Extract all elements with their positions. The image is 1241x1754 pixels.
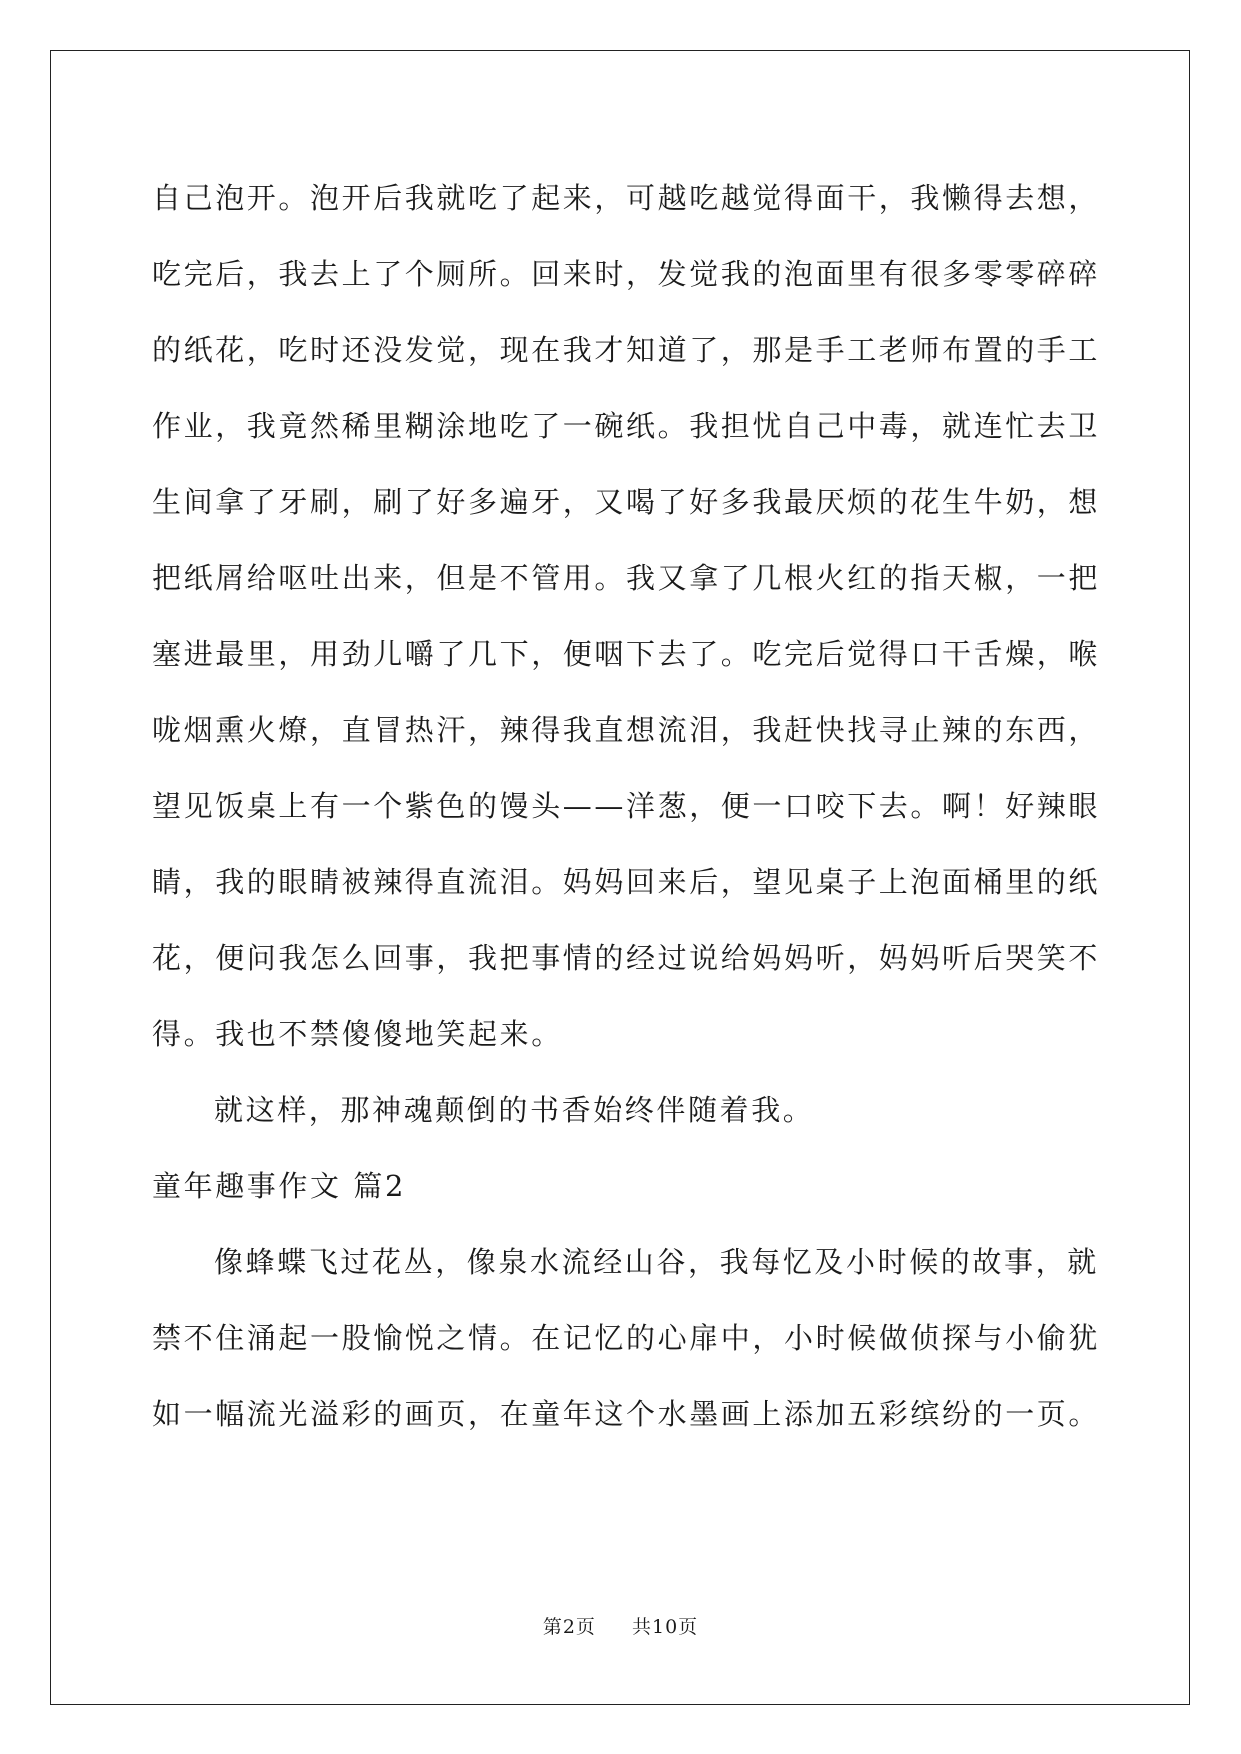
section-heading: 童年趣事作文 篇2 xyxy=(152,1169,407,1203)
document-body xyxy=(152,160,1101,1452)
paragraph-line: 像蜂蝶飞过花丛，像泉水流经山谷，我每忆及小时候的故事，就 xyxy=(214,1245,1099,1279)
body-line: 如一幅流光溢彩的画页，在童年这个水墨画上添加五彩缤纷的一页。 xyxy=(152,1397,1101,1431)
body-line: 咙烟熏火燎，直冒热汗，辣得我直想流泪，我赶快找寻止辣的东西， xyxy=(152,713,1101,747)
body-line: 吃完后，我去上了个厕所。回来时，发觉我的泡面里有很多零零碎碎 xyxy=(152,257,1101,291)
body-line: 生间拿了牙刷，刷了好多遍牙，又喝了好多我最厌烦的花生牛奶，想 xyxy=(152,485,1101,519)
body-line: 得。我也不禁傻傻地笑起来。 xyxy=(152,1017,563,1051)
body-line: 的纸花，吃时还没发觉，现在我才知道了，那是手工老师布置的手工 xyxy=(152,333,1101,367)
page-footer xyxy=(0,1612,1241,1639)
body-line: 塞进最里，用劲儿嚼了几下，便咽下去了。吃完后觉得口干舌燥，喉 xyxy=(152,637,1101,671)
body-line: 自己泡开。泡开后我就吃了起来，可越吃越觉得面干，我懒得去想， xyxy=(152,181,1101,215)
body-line: 花，便问我怎么回事，我把事情的经过说给妈妈听，妈妈听后哭笑不 xyxy=(152,941,1101,975)
body-line: 睛，我的眼睛被辣得直流泪。妈妈回来后，望见桌子上泡面桶里的纸 xyxy=(152,865,1101,899)
body-line: 作业，我竟然稀里糊涂地吃了一碗纸。我担忧自己中毒，就连忙去卫 xyxy=(152,409,1101,443)
page-total: 共10页 xyxy=(632,1616,699,1638)
body-line: 把纸屑给呕吐出来，但是不管用。我又拿了几根火红的指天椒，一把 xyxy=(152,561,1101,595)
body-line: 禁不住涌起一股愉悦之情。在记忆的心扉中，小时候做侦探与小偷犹 xyxy=(152,1321,1101,1355)
body-line: 望见饭桌上有一个紫色的馒头——洋葱，便一口咬下去。啊！好辣眼 xyxy=(152,789,1101,823)
page-current: 第2页 xyxy=(542,1616,596,1638)
paragraph-line: 就这样，那神魂颠倒的书香始终伴随着我。 xyxy=(214,1093,815,1127)
